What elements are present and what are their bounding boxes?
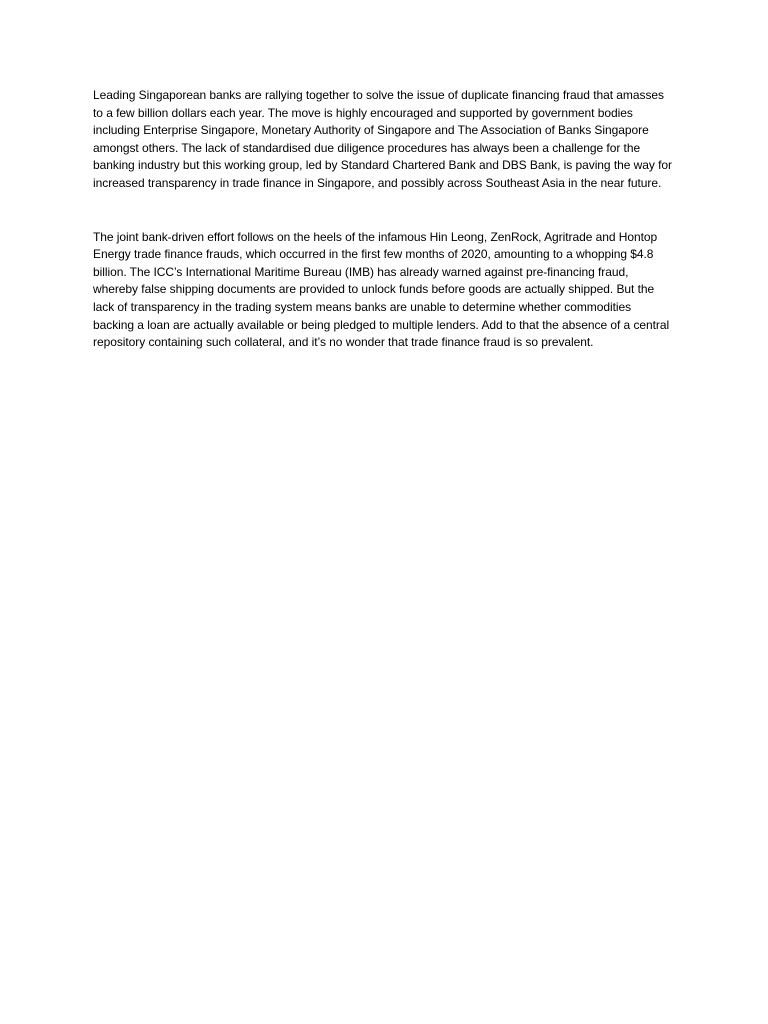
paragraph-1: Leading Singaporean banks are rallying together to solve the issue of duplicate financing fraud that amasses to a few billion dollars each year. The move is highly encouraged and supported by government bodies including Enterprise Singapore, Monetary Authority of Singapore and The Association of Banks Singapore amongst others. The lack of standardised due diligence procedures has always been a challenge for the banking industry but this working group, led by Standard Chartered Bank and DBS Bank, is paving the way for increased transparency in trade finance in Singapore, and possibly across Southeast Asia in the near future. (93, 88, 672, 190)
paragraph-2: The joint bank-driven effort follows on the heels of the infamous Hin Leong, ZenRock, Agritrade and Hontop Energy trade finance frauds, which occurred in the first few months of 2020, amounting to a whopping $4.8 billion. The ICC’s International Maritime Bureau (IMB) has already warned against pre-financing fraud, whereby false shipping documents are provided to unlock funds before goods are actually shipped. But the lack of transparency in the trading system means banks are unable to determine whether commodities backing a loan are actually available or being pledged to multiple lenders. Add to that the absence of a central repository containing such collateral, and it’s no wonder that trade finance fraud is so prevalent. (93, 229, 670, 350)
document-body (93, 87, 673, 352)
